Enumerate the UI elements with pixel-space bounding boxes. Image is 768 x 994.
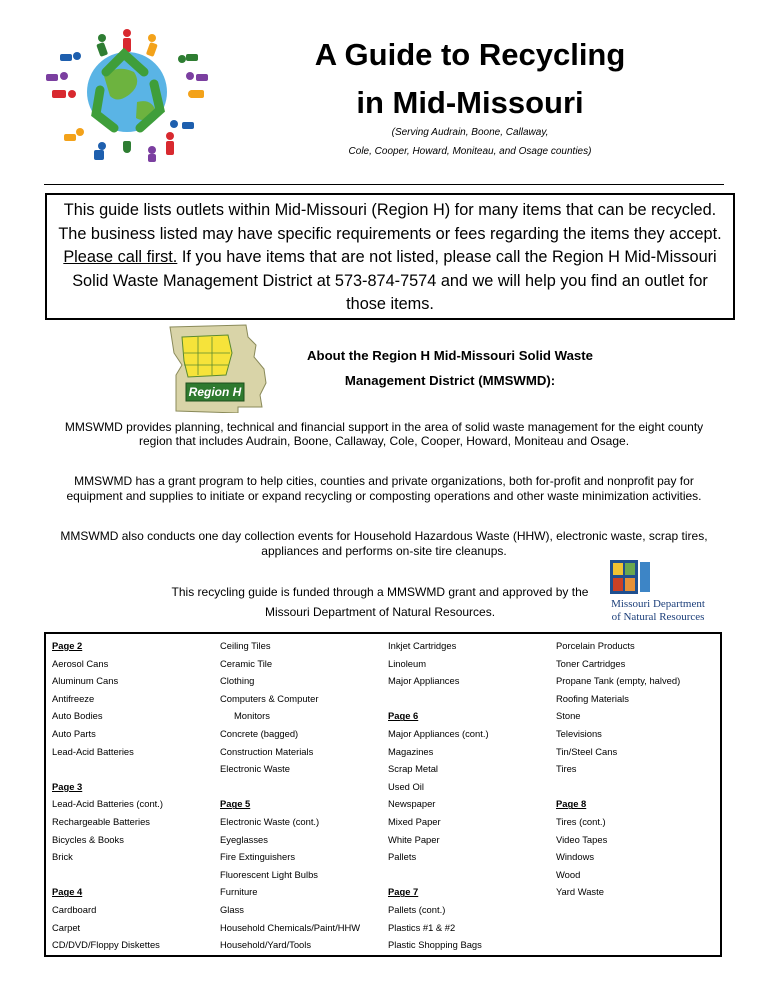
index-item: Inkjet Cartridges bbox=[388, 640, 457, 651]
index-item: Rechargeable Batteries bbox=[52, 815, 150, 827]
index-item: Lead-Acid Batteries bbox=[52, 745, 134, 757]
serving-counties-line2: Cole, Cooper, Howard, Moniteau, and Osage counties) bbox=[348, 146, 592, 157]
index-item: Clothing bbox=[220, 675, 255, 687]
index-item: Auto Parts bbox=[52, 727, 96, 739]
index-spacer bbox=[52, 866, 163, 884]
dnr-logo bbox=[604, 560, 714, 626]
index-item: Video Tapes bbox=[556, 833, 608, 845]
call-first-text: Please call first. bbox=[63, 248, 178, 266]
index-item: Propane Tank (empty, halved) bbox=[556, 675, 681, 687]
index-item: Pallets bbox=[388, 851, 417, 863]
index-item: Tires bbox=[556, 763, 577, 775]
index-item: Monitors bbox=[234, 710, 270, 722]
index-item: Electronic Waste bbox=[220, 763, 290, 775]
index-item: Major Appliances (cont.) bbox=[388, 727, 489, 739]
index-item: White Paper bbox=[388, 833, 440, 845]
index-item: Roofing Materials bbox=[556, 692, 629, 704]
region-h-map bbox=[168, 323, 270, 413]
index-spacer bbox=[220, 778, 360, 796]
about-heading-line2: Management District (MMSWMD): bbox=[344, 373, 556, 388]
index-item: Porcelain Products bbox=[556, 640, 635, 651]
index-page-heading: Page 3 bbox=[52, 780, 83, 792]
index-page-heading: Page 5 bbox=[220, 798, 251, 810]
index-spacer bbox=[52, 760, 163, 778]
index-spacer bbox=[556, 778, 680, 796]
index-item: Bicycles & Books bbox=[52, 833, 124, 845]
region-h-map-label: Region H bbox=[188, 385, 242, 399]
dnr-logo-line2: of Natural Resources bbox=[611, 611, 705, 623]
funded-line2: Missouri Department of Natural Resources. bbox=[264, 605, 496, 619]
header-divider bbox=[44, 184, 724, 185]
index-column-2 bbox=[220, 637, 360, 954]
index-item: Brick bbox=[52, 851, 73, 863]
index-page-heading: Page 7 bbox=[388, 886, 419, 898]
index-page-heading: Page 4 bbox=[52, 886, 83, 898]
index-item: Tires (cont.) bbox=[556, 815, 606, 827]
index-item: Toner Cartridges bbox=[556, 657, 626, 669]
index-item: Plastics #1 & #2 bbox=[388, 921, 456, 933]
index-item: Ceiling Tiles bbox=[220, 640, 271, 651]
index-item: Magazines bbox=[388, 745, 434, 757]
index-column-1 bbox=[52, 637, 163, 954]
index-item: Stone bbox=[556, 710, 581, 722]
funded-line1: This recycling guide is funded through a MMSWMD grant and approved by the bbox=[171, 585, 589, 599]
index-item: CD/DVD/Floppy Diskettes bbox=[52, 939, 160, 951]
index-item: Aluminum Cans bbox=[52, 675, 119, 687]
index-item: Household/Yard/Tools bbox=[220, 939, 312, 951]
index-item: Fluorescent Light Bulbs bbox=[220, 868, 318, 880]
index-page-heading: Page 2 bbox=[52, 640, 83, 651]
index-item: Newspaper bbox=[388, 798, 436, 810]
index-page-heading: Page 6 bbox=[388, 710, 419, 722]
about-para1-line1: MMSWMD provides planning, technical and financial support in the area of solid waste management for the eight county bbox=[64, 420, 704, 434]
recycling-globe-logo bbox=[42, 24, 212, 164]
page-title-line1: A Guide to Recycling bbox=[314, 37, 626, 72]
index-item: Linoleum bbox=[388, 657, 427, 669]
index-column-3 bbox=[388, 637, 489, 954]
index-spacer bbox=[388, 866, 489, 884]
index-item: Cardboard bbox=[52, 903, 97, 915]
about-heading-line1: About the Region H Mid-Missouri Solid Waste bbox=[307, 348, 593, 363]
index-item: Eyeglasses bbox=[220, 833, 268, 845]
serving-counties-line1: (Serving Audrain, Boone, Callaway, bbox=[391, 127, 549, 138]
index-item: Fire Extinguishers bbox=[220, 851, 296, 863]
about-para1-line2: region that includes Audrain, Boone, Callaway, Cole, Cooper, Howard, Moniteau and Osage. bbox=[138, 434, 630, 448]
index-item: Used Oil bbox=[388, 780, 424, 792]
dnr-logo-line1: Missouri Department bbox=[611, 598, 705, 610]
index-item: Wood bbox=[556, 868, 581, 880]
index-item: Yard Waste bbox=[556, 886, 604, 898]
index-item: Lead-Acid Batteries (cont.) bbox=[52, 798, 163, 810]
recycling-index-box bbox=[44, 632, 722, 957]
index-item: Windows bbox=[556, 851, 595, 863]
about-para2-line2: equipment and supplies to initiate or expand recycling or composting operations and other waste minimization activities. bbox=[66, 489, 702, 503]
index-item: Auto Bodies bbox=[52, 710, 103, 722]
about-para2-line1: MMSWMD has a grant program to help cities, counties and private organizations, both for-profit and nonprofit pay for bbox=[74, 474, 694, 488]
index-item: Tin/Steel Cans bbox=[556, 745, 618, 757]
index-column-4 bbox=[556, 637, 680, 901]
index-item: Electronic Waste (cont.) bbox=[220, 815, 320, 827]
index-item: Glass bbox=[220, 903, 244, 915]
index-item: Aerosol Cans bbox=[52, 657, 109, 669]
intro-box bbox=[45, 193, 735, 320]
intro-text: This guide lists outlets within Mid-Missouri (Region H) for many items that can be recycled. The business listed may have specific requirements or fees regarding the items they accept. bbox=[58, 201, 722, 243]
index-item: Ceramic Tile bbox=[220, 657, 273, 669]
index-item: Plastic Shopping Bags bbox=[388, 939, 482, 951]
index-item: Carpet bbox=[52, 921, 81, 933]
index-item: Computers & Computer bbox=[220, 692, 319, 704]
index-item: Construction Materials bbox=[220, 745, 314, 757]
index-item: Household Chemicals/Paint/HHW bbox=[220, 921, 361, 933]
about-para3-line2: appliances and performs on-site tire cleanups. bbox=[261, 544, 507, 558]
about-para3-line1: MMSWMD also conducts one day collection events for Household Hazardous Waste (HHW), electronic waste, scrap tires, bbox=[60, 529, 708, 543]
index-item: Furniture bbox=[220, 886, 258, 898]
index-item: Mixed Paper bbox=[388, 815, 441, 827]
intro-text-continued: If you have items that are not listed, please call the Region H Mid-Missouri Solid Waste Management District at 573-874-7574 and we will help you find an outlet for those items. bbox=[72, 248, 717, 313]
index-item: Televisions bbox=[556, 727, 602, 739]
index-item: Major Appliances bbox=[388, 675, 460, 687]
page-title-line2: in Mid-Missouri bbox=[356, 85, 584, 120]
index-spacer bbox=[388, 690, 489, 708]
index-item: Antifreeze bbox=[52, 692, 95, 704]
index-item: Pallets (cont.) bbox=[388, 903, 446, 915]
index-page-heading: Page 8 bbox=[556, 798, 587, 810]
index-item: Concrete (bagged) bbox=[220, 727, 299, 739]
index-item: Scrap Metal bbox=[388, 763, 439, 775]
